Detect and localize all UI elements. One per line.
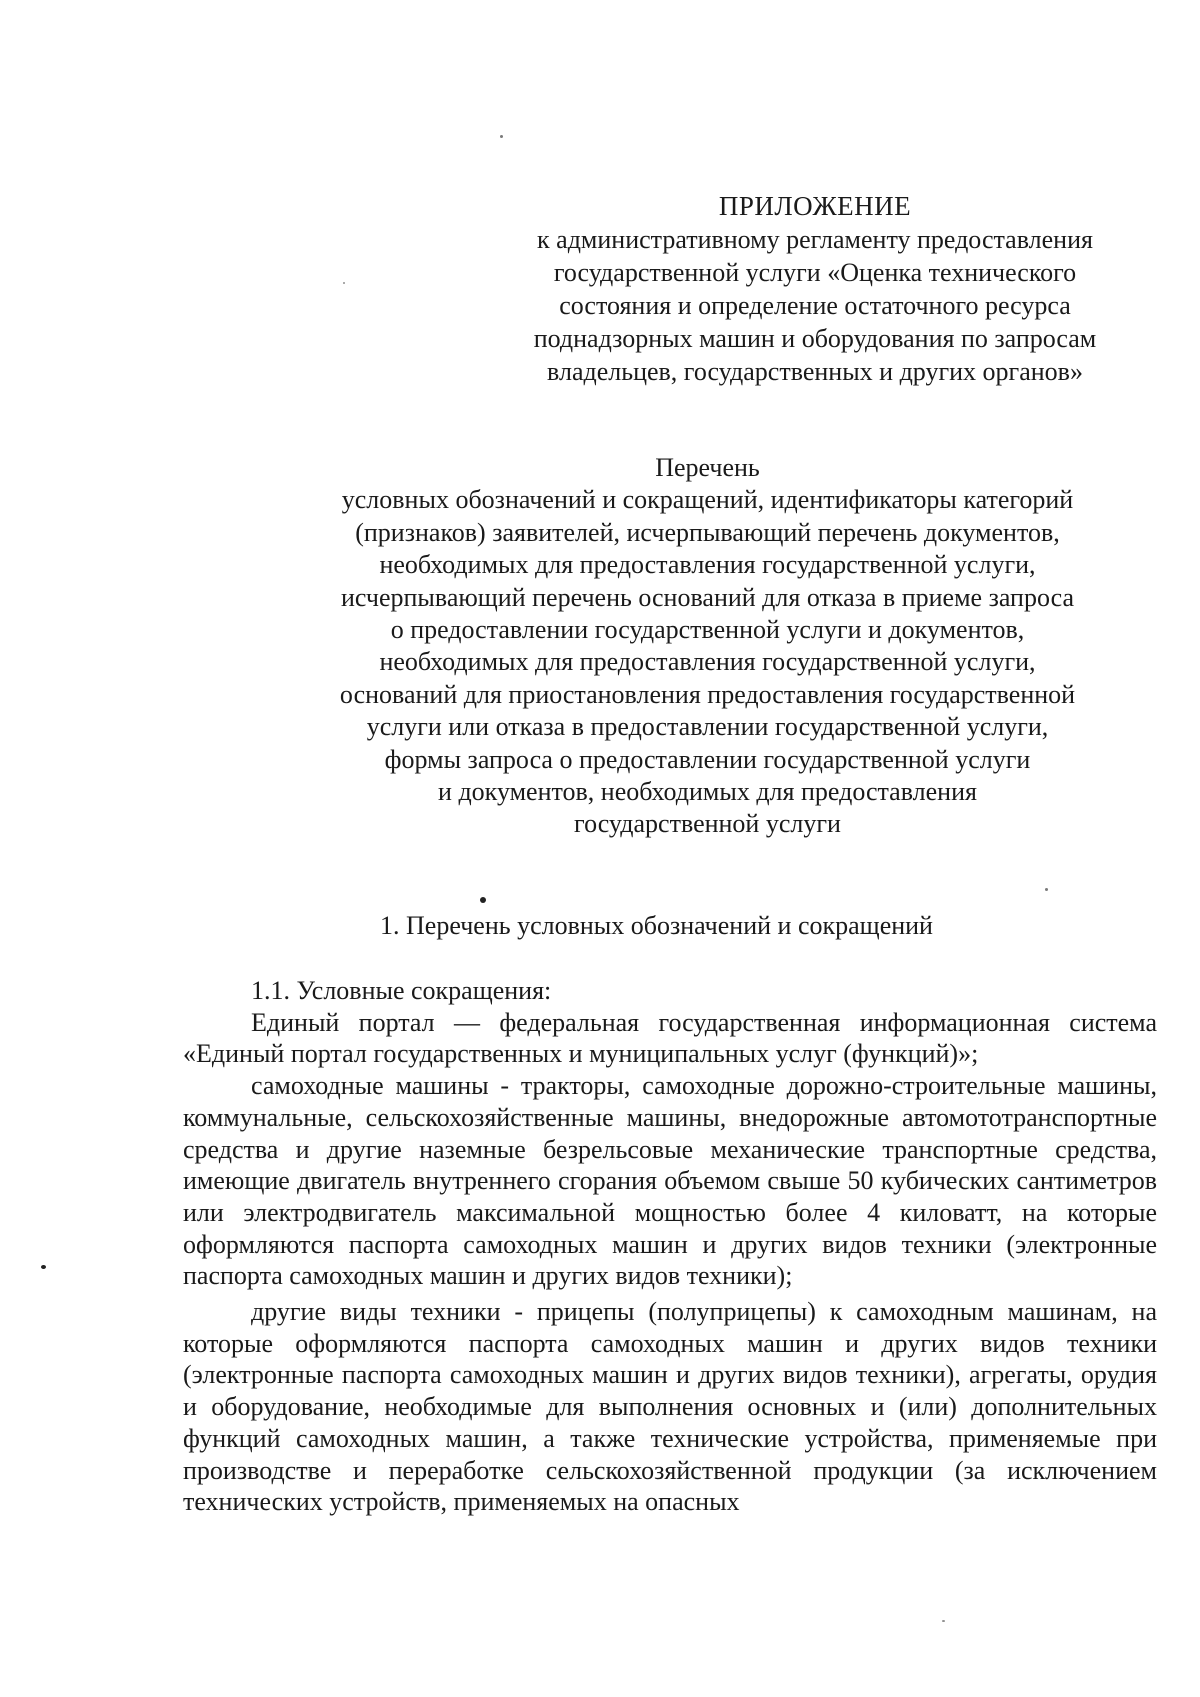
appendix-line: государственной услуги «Оценка технического <box>553 258 1077 287</box>
section-heading: 1. Перечень условных обозначений и сокращений <box>380 911 933 940</box>
list-title-line: оснований для приостановления предоставления государственной <box>339 679 1076 709</box>
list-title-line: исчерпывающий перечень оснований для отказа в приеме запроса <box>340 582 1075 612</box>
list-title-line: о предоставлении государственной услуги и документов, <box>390 615 1025 645</box>
appendix-line: к административному регламенту предоставления <box>537 225 1093 254</box>
scan-speck <box>343 282 345 284</box>
scan-speck <box>41 1265 46 1269</box>
list-title-line: необходимых для предоставления государственной услуги, <box>379 550 1036 580</box>
body-paragraph: самоходные машины - тракторы, самоходные дорожно-строительные машины, коммунальные, сельскохозяйственные машины, внедорожные автомототранспортные средства и другие наземные безрельсовые механические транспортные средства, имеющие двигатель внутреннего сгорания объемом свыше 50 кубических сантиметров или электродвигатель максимальной мощностью более 4 киловатт, на которые оформляются паспорта самоходных машин и других видов техники (электронные паспорта самоходных машин и других видов техники); <box>183 1071 1157 1291</box>
appendix-title: ПРИЛОЖЕНИЕ <box>718 191 912 221</box>
list-title-line: формы запроса о предоставлении государственной услуги <box>384 744 1031 774</box>
list-title-line: государственной услуги <box>574 809 841 839</box>
appendix-header <box>490 190 1140 388</box>
body-paragraph: Единый портал — федеральная государственная информационная система «Единый портал государственных и муниципальных услуг (функций)»; <box>183 1007 1157 1069</box>
list-title-line: и документов, необходимых для предоставления <box>438 777 977 807</box>
list-heading: Перечень <box>655 453 760 482</box>
list-title-line: услуги или отказа в предоставлении государственной услуги, <box>366 712 1049 742</box>
scan-speck <box>942 1620 945 1622</box>
scan-speck <box>500 135 503 138</box>
appendix-line: поднадзорных машин и оборудования по запросам <box>533 324 1097 353</box>
list-title-line: необходимых для предоставления государственной услуги, <box>379 647 1036 677</box>
subsection-heading: 1.1. Условные сокращения: <box>251 976 552 1005</box>
appendix-line: состояния и определение остаточного ресурса <box>559 291 1071 320</box>
list-title-block <box>285 452 1130 841</box>
scan-speck <box>480 897 486 903</box>
list-title-line: (признаков) заявителей, исчерпывающий перечень документов, <box>355 517 1060 547</box>
section-body <box>183 975 1157 1518</box>
body-paragraph: другие виды техники - прицепы (полуприцепы) к самоходным машинам, на которые оформляются паспорта самоходных машин и других видов техники (электронные паспорта самоходных машин и других видов техники), агрегаты, орудия и оборудование, необходимые для выполнения основных и (или) дополнительных функций самоходных машин, а также технические устройства, применяемые при производстве и переработке сельскохозяйственной продукции (за исключением технических устройств, применяемых на опасных <box>183 1297 1157 1517</box>
list-title-line: условных обозначений и сокращений, идентификаторы категорий <box>341 485 1074 515</box>
appendix-line: владельцев, государственных и других органов» <box>547 357 1083 386</box>
scan-speck <box>1045 888 1048 891</box>
